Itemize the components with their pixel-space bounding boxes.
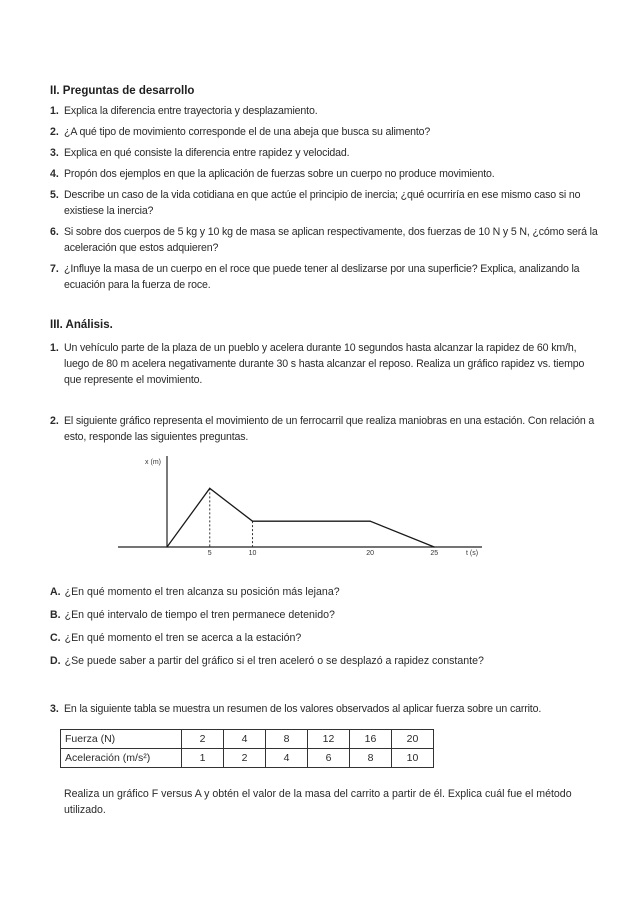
row-label: Aceleración (m/s²) <box>61 749 182 768</box>
analysis-question-1 <box>50 340 600 388</box>
question-7 <box>50 261 600 293</box>
analysis-question-3 <box>50 701 600 717</box>
question-number: 2. <box>50 415 59 427</box>
question-number: 4. <box>50 168 59 180</box>
question-number: 7. <box>50 263 59 275</box>
data-point <box>209 488 210 489</box>
table-cell: 10 <box>392 749 434 768</box>
analysis-question-2 <box>50 413 600 445</box>
question-6 <box>50 224 600 256</box>
x-tick-label-5: 5 <box>207 550 212 557</box>
table-cell: 6 <box>308 749 350 768</box>
subquestion-b <box>50 609 335 621</box>
question-text: ¿Influye la masa de un cuerpo en el roce que puede tener al deslizarse por una superficie? Explica, analizando la ecuación para la fuerza de roce. <box>64 263 580 291</box>
table-cell: 16 <box>350 730 392 749</box>
subquestion-letter: C. <box>50 632 61 644</box>
x-tick-label-20: 20 <box>366 550 375 557</box>
table-cell: 12 <box>308 730 350 749</box>
data-point <box>166 546 167 547</box>
y-axis-label: x (m) <box>145 459 161 466</box>
table-cell: 4 <box>224 730 266 749</box>
question-number: 3. <box>50 147 59 159</box>
subquestion-letter: D. <box>50 655 61 667</box>
subquestion-c <box>50 632 301 644</box>
table-row-force <box>61 730 434 749</box>
position-time-chart <box>110 452 490 562</box>
question-5 <box>50 187 600 219</box>
table-cell: 1 <box>182 749 224 768</box>
question-4 <box>50 166 600 182</box>
x-axis-label: t (s) <box>465 550 479 557</box>
question-text: Propón dos ejemplos en que la aplicación de fuerzas sobre un cuerpo no produce movimiento. <box>64 168 495 180</box>
question-3 <box>50 145 600 161</box>
question-number: 1. <box>50 105 59 117</box>
subquestion-a <box>50 586 340 598</box>
question-2 <box>50 124 600 140</box>
x-tick-label-10: 10 <box>248 550 257 557</box>
table-cell: 20 <box>392 730 434 749</box>
table-cell: 2 <box>224 749 266 768</box>
data-point <box>434 546 435 547</box>
subquestion-d <box>50 655 484 667</box>
question-text: Describe un caso de la vida cotidiana en que actúe el principio de inercia; ¿qué ocurriría en ese mismo caso si no existiese la inercia? <box>64 189 581 217</box>
x-tick-label-25: 25 <box>430 550 439 557</box>
subquestion-text: ¿En qué momento el tren se acerca a la estación? <box>64 632 302 644</box>
table-row-acceleration <box>61 749 434 768</box>
table-cell: 8 <box>350 749 392 768</box>
table-cell: 8 <box>266 730 308 749</box>
question-text: ¿A qué tipo de movimiento corresponde el de una abeja que busca su alimento? <box>64 126 431 138</box>
position-series-line <box>167 488 434 547</box>
question-number: 6. <box>50 226 59 238</box>
subquestion-text: ¿En qué intervalo de tiempo el tren permanece detenido? <box>64 609 335 621</box>
question-text: Explica la diferencia entre trayectoria y desplazamiento. <box>64 105 318 117</box>
question-text: Explica en qué consiste la diferencia entre rapidez y velocidad. <box>64 147 350 159</box>
section-title-development: II. Preguntas de desarrollo <box>50 85 195 97</box>
question-1 <box>50 103 600 119</box>
table-instructions: Realiza un gráfico F versus A y obtén el valor de la masa del carrito a partir de él. Explica cuál fue el método utilizado. <box>64 788 572 816</box>
subquestion-text: ¿En qué momento el tren alcanza su posición más lejana? <box>64 586 340 598</box>
subquestion-text: ¿Se puede saber a partir del gráfico si el tren aceleró o se desplazó a rapidez constante? <box>64 655 484 667</box>
table-cell: 4 <box>266 749 308 768</box>
question-text: Si sobre dos cuerpos de 5 kg y 10 kg de masa se aplican respectivamente, dos fuerzas de 10 N y 5 N, ¿cómo será la aceleración que estos adquieren? <box>64 226 598 254</box>
question-text: El siguiente gráfico representa el movimiento de un ferrocarril que realiza maniobras en una estación. Con relación a esto, responde las siguientes preguntas. <box>64 415 595 443</box>
row-label: Fuerza (N) <box>61 730 182 749</box>
question-number: 2. <box>50 126 59 138</box>
force-acceleration-table <box>60 729 434 768</box>
data-point <box>252 521 253 522</box>
subquestion-letter: B. <box>50 609 61 621</box>
section-title-analysis: III. Análisis. <box>50 319 113 331</box>
table-cell: 2 <box>182 730 224 749</box>
subquestion-letter: A. <box>50 586 61 598</box>
question-text: Un vehículo parte de la plaza de un pueblo y acelera durante 10 segundos hasta alcanzar la rapidez de 60 km/h, luego de 80 m acelera negativamente durante 30 s hasta alcanzar el reposo. Realiza un gráfico rapidez vs. tiempo que represente el movimiento. <box>64 342 585 386</box>
data-point <box>370 521 371 522</box>
question-number: 3. <box>50 703 59 715</box>
question-number: 1. <box>50 342 59 354</box>
question-text: En la siguiente tabla se muestra un resumen de los valores observados al aplicar fuerza sobre un carrito. <box>64 703 542 715</box>
question-number: 5. <box>50 189 59 201</box>
